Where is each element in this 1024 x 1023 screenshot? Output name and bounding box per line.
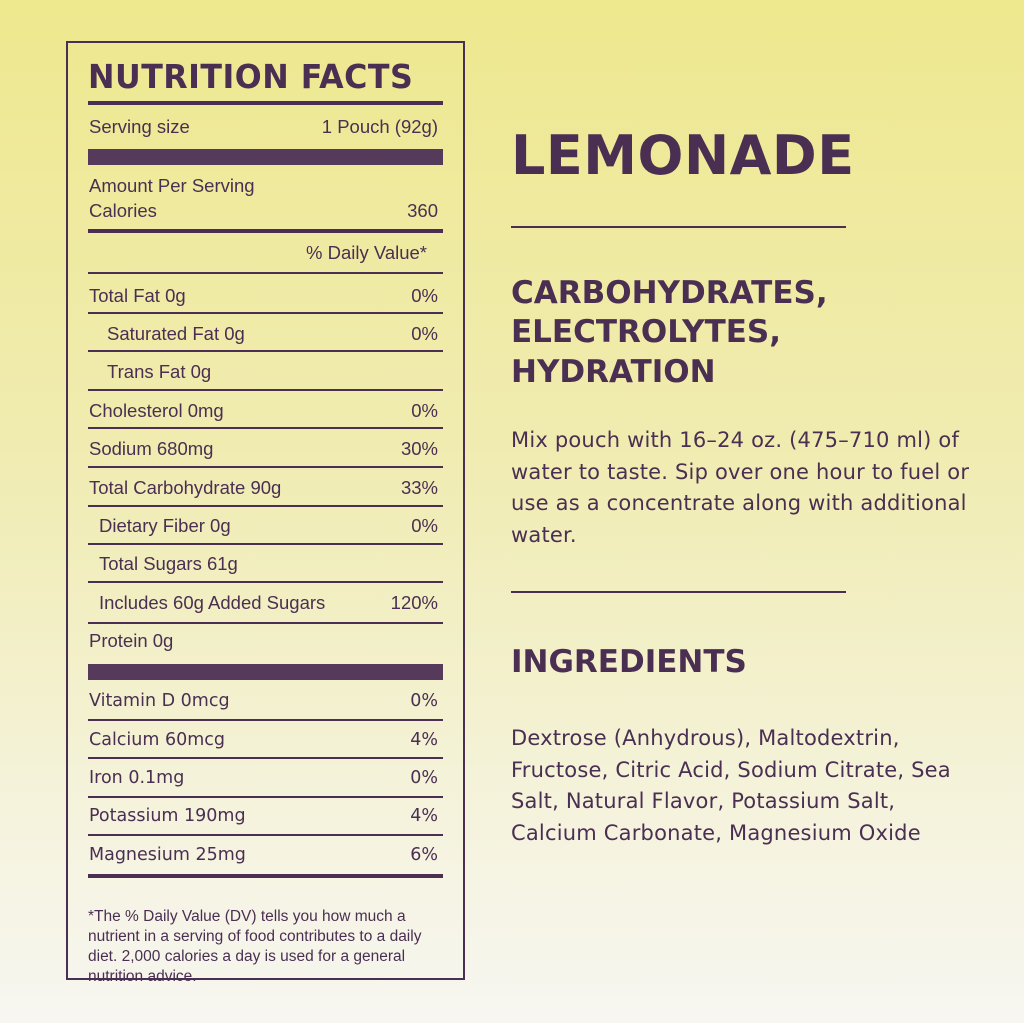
thick-divider: [88, 149, 443, 165]
vitamin-label: Potassium 190mg: [89, 806, 246, 826]
vitamin-label: Magnesium 25mg: [89, 845, 246, 865]
nutrient-dv: 0%: [411, 323, 438, 344]
nutrient-label: Sodium 680mg: [89, 438, 214, 459]
calories-value: 360: [407, 200, 438, 221]
vitamin-dv: 0%: [410, 768, 438, 788]
section-rule: [511, 591, 846, 593]
tagline-line: CARBOHYDRATES,: [511, 275, 828, 311]
row-divider: [88, 719, 443, 721]
row-divider: [88, 505, 443, 507]
nutrition-facts-title: NUTRITION FACTS: [88, 57, 414, 96]
nutrient-dv: 30%: [400, 438, 438, 459]
nutrient-label: Includes 60g Added Sugars: [99, 592, 326, 613]
product-name: LEMONADE: [511, 124, 855, 187]
ingredients-list: Dextrose (Anhydrous), Maltodextrin, Fructose, Citric Acid, Sodium Citrate, Sea Salt, Natural Flavor, Potassium Salt, Calcium Carbonate, Magnesium Oxide: [511, 726, 951, 845]
row-divider: [88, 466, 443, 468]
row-divider: [88, 796, 443, 798]
vitamin-dv: 0%: [410, 691, 438, 711]
vitamin-label: Iron 0.1mg: [89, 768, 185, 788]
nutrient-dv: 120%: [390, 592, 438, 613]
daily-value-footnote: *The % Daily Value (DV) tells you how much a nutrient in a serving of food contributes to a daily diet. 2,000 calories a day is used for a general nutrition advice.: [88, 907, 422, 985]
row-divider: [88, 543, 443, 545]
row-divider: [88, 427, 443, 429]
nutrient-label: Dietary Fiber 0g: [99, 515, 231, 536]
nutrient-label: Trans Fat 0g: [107, 361, 212, 382]
row-divider: [88, 312, 443, 314]
nutrient-dv: 0%: [411, 400, 438, 421]
divider: [88, 101, 443, 105]
nutrient-label: Total Carbohydrate 90g: [89, 477, 282, 498]
vitamin-dv: 6%: [410, 845, 438, 865]
nutrient-dv: 0%: [411, 285, 438, 306]
section-rule: [511, 226, 846, 228]
ingredients-heading: INGREDIENTS: [511, 644, 747, 680]
nutrient-dv: 33%: [400, 477, 438, 498]
row-divider: [88, 350, 443, 352]
amount-per-serving-label: Amount Per Serving: [89, 175, 255, 196]
tagline-line: ELECTROLYTES,: [511, 314, 782, 350]
row-divider: [88, 389, 443, 391]
row-divider: [88, 757, 443, 759]
usage-directions: Mix pouch with 16–24 oz. (475–710 ml) of water to taste. Sip over one hour to fuel or use as a concentrate along with additional water.: [511, 428, 970, 547]
vitamin-label: Vitamin D 0mcg: [89, 691, 230, 711]
thick-divider: [88, 664, 443, 680]
vitamin-dv: 4%: [410, 806, 438, 826]
nutrient-label: Saturated Fat 0g: [107, 323, 245, 344]
divider: [88, 272, 443, 274]
row-divider: [88, 834, 443, 836]
serving-size-value: 1 Pouch (92g): [321, 116, 438, 137]
nutrient-label: Cholesterol 0mg: [89, 400, 224, 421]
row-divider: [88, 581, 443, 583]
nutrient-dv: 0%: [411, 515, 438, 536]
divider: [88, 229, 443, 233]
vitamin-label: Calcium 60mcg: [89, 730, 226, 750]
vitamin-dv: 4%: [410, 730, 438, 750]
nutrient-label: Total Sugars 61g: [99, 553, 238, 574]
tagline-line: HYDRATION: [511, 354, 716, 390]
serving-size-label: Serving size: [89, 116, 190, 137]
nutrient-label: Protein 0g: [89, 630, 174, 651]
row-divider: [88, 622, 443, 624]
daily-value-header: % Daily Value*: [306, 242, 427, 263]
calories-label: Calories: [89, 200, 157, 221]
nutrient-label: Total Fat 0g: [89, 285, 186, 306]
divider: [88, 874, 443, 878]
